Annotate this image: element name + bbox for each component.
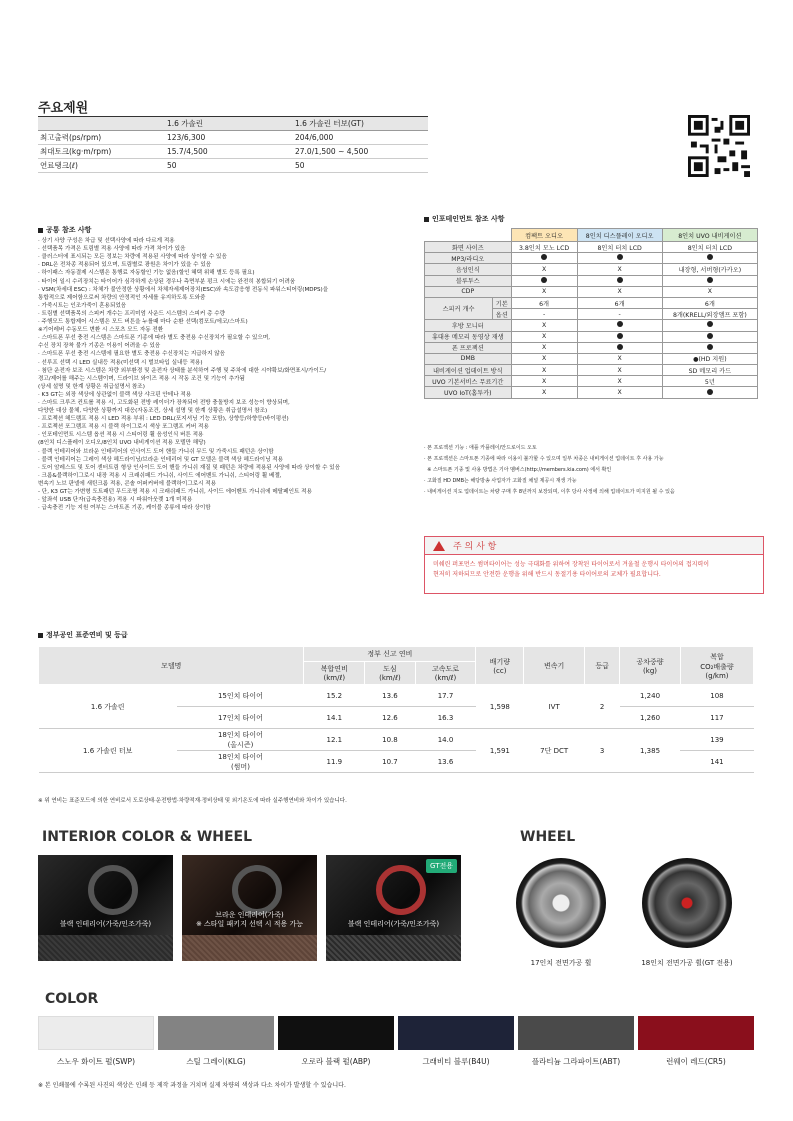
filled-dot-icon xyxy=(707,254,713,260)
color-label: 스노우 화이트 펄(SWP) xyxy=(56,1057,136,1066)
note-line: · 선루프 선택 시 LED 실내등 적용(미선택 시 벌브타입 실내등 적용) xyxy=(38,359,203,366)
filled-dot-icon xyxy=(617,277,623,283)
info-row: 블루투스 xyxy=(425,275,758,286)
note-line: · VSM(차세대 ESC) : 차체가 불안정한 상황에서 차체자세제어장치(ESC)와 속도감응형 전동식 파워스티어링(MDPS)을 xyxy=(38,286,329,293)
fuel-row: 1.6 가솔린 15인치 타이어 15.2 13.6 17.7 1,598 IVT 2 1,240 108 xyxy=(39,685,754,707)
color-label: 플라티늄 그라파이트(ABT) xyxy=(531,1057,621,1066)
note-line: · 스마트폰 무선 충전 시스템에 필요한 별도 충전용 수신장치는 지급하지 않음 xyxy=(38,351,226,358)
filled-dot-icon xyxy=(707,277,713,283)
filled-dot-icon xyxy=(617,344,623,350)
info-note-line: ※ 스마트폰 기종 및 사용 방법은 기아 멤버스(http://members.kia.com) 에서 확인 xyxy=(424,467,612,473)
info-row: DMB X X ●(HD 지원) xyxy=(425,353,758,364)
col-compact-audio: 컴팩트 오디오 xyxy=(511,229,577,242)
info-row: 화면 사이즈 3.8인치 모노 LCD 8인치 터치 LCD 8인치 터치 LCD xyxy=(425,242,758,253)
common-notes xyxy=(38,226,408,512)
interior-title: INTERIOR COLOR & WHEEL xyxy=(42,829,253,845)
fuel-row: 17인치 타이어 14.1 12.6 16.3 1,260 117 xyxy=(39,707,754,729)
info-note-line: · 고화질 HD DMB는 해당방송 사업자가 고화질 채널 제공시 재생 가능 xyxy=(424,478,577,484)
info-row: UVO IoT(홈투카) X X xyxy=(425,387,758,398)
note-line: · 블랙 인테리어는 그레이 색상 헤드라이닝/브라운 인테리어 및 GT 모델은 블랙 색상 헤드라이닝 적용 xyxy=(38,456,284,463)
gt-badge: GT전용 xyxy=(426,859,457,873)
note-line: · 가죽시트는 인조가죽이 혼용되었음 xyxy=(38,302,127,309)
fuel-row: 18인치 타이어 (썸머) 11.9 10.7 13.6 141 xyxy=(39,751,754,773)
info-row: UVO 기본서비스 무료기간 X X 5년 xyxy=(425,376,758,387)
interior-black[interactable]: 블랙 인테리어(가죽/인조가죽) xyxy=(38,855,173,961)
fuel-note: ※ 위 연비는 표준모드에 의한 연비로서 도로상태·운전방법·차량적재·정비상태 및 외기온도에 따라 실주행연비와 차이가 있습니다. xyxy=(38,798,347,804)
note-line: · 스마트 크루즈 컨트롤 적용 시, 고도화된 전방 레이더가 장착되어 전방 충돌방지 보조 성능이 향상되며, xyxy=(38,399,290,406)
info-row: 후방 모니터 X xyxy=(425,320,758,331)
note-line: · 하이패스 자동결제 시스템은 통행료 자동할인 기능 없음(할인 혜택 위해 별도 등록 필요) xyxy=(38,270,255,277)
filled-dot-icon xyxy=(617,321,623,327)
note-line: 다양한 대상 물체, 다양한 상황까지 대응(자동조건, 상세 설명 및 한계 상황은 취급설명서 참조) xyxy=(38,408,268,415)
info-row: MP3/라디오 xyxy=(425,253,758,264)
color-swatch[interactable] xyxy=(38,1016,154,1067)
note-line: · 트림별 선택품목의 스피커 개수는 프리미엄 사운드 시스템의 스피커 총 수량 xyxy=(38,310,226,317)
note-line: · 타이어 일시 수리장치는 타이어가 심각하게 손상된 경우나 측면부분 펑크 시에는 완전히 봉합되기 어려움 xyxy=(38,278,296,285)
info-row: 옵션 - - 8개(KRELL/외장앰프 포함) xyxy=(425,309,758,320)
note-line: · 선택품목 가격은 트림별 적용 사양에 따라 가격 차이가 있음 xyxy=(38,246,186,253)
note-line: · 앞좌석 USB 단자(급속충전용) 적용 시 파워아웃렛 1개 미적용 xyxy=(38,497,193,504)
spec-table: 1.6 가솔린 1.6 가솔린 터보(GT) 최고출력(ps/rpm) 123/6,300 204/6,000 최대토크(kg·m/rpm) 15.7/4,500 27.0/1,500 ~ 4,500 연료탱크(ℓ) 50 50 xyxy=(38,116,428,173)
info-note-line: · 내비게이션 지도 업데이트는 차량 구매 후 8년까지 보장되며, 이후 당사 사정에 의해 업데이트가 미지원 될 수 있음 xyxy=(424,489,675,495)
filled-dot-icon xyxy=(617,333,623,339)
color-label: 스틸 그레이(KLG) xyxy=(186,1057,246,1066)
filled-dot-icon xyxy=(541,254,547,260)
color-label: 그래비티 블루(B4U) xyxy=(422,1057,490,1066)
note-line: ※기어레버 수동모드 변환 시 스포츠 모드 자동 전환 xyxy=(38,327,164,334)
color-swatch[interactable] xyxy=(278,1016,394,1067)
note-line: · 첨단 운전자 보조 시스템은 차량 외부환경 및 운전자 상태를 분석하여 주행 및 주차에 대한 시야확보/화면표시/가이드/ xyxy=(38,367,327,374)
note-line: · 스마트폰 무선 충전 시스템은 스마트폰 기종에 따라 별도 충전용 수신장치가 필요할 수 있으며, xyxy=(38,335,271,342)
notes-title: 공통 참조 사항 xyxy=(46,226,92,234)
info-row: CDP X X X xyxy=(425,286,758,297)
color-swatch[interactable] xyxy=(158,1016,274,1067)
color-swatch[interactable] xyxy=(398,1016,514,1067)
filled-dot-icon xyxy=(707,344,713,350)
infotainment-table xyxy=(424,228,758,399)
spec-row: 최고출력(ps/rpm) 123/6,300 204/6,000 xyxy=(38,131,428,145)
color-title: COLOR xyxy=(45,991,99,1007)
color-swatch[interactable] xyxy=(518,1016,634,1067)
warning-box: 주 의 사 항 미쉐린 퍼포먼스 썸머타이어는 성능 극대화를 위하여 장착된 타이어로서 겨울철 운행시 타이어의 접지력이 현저히 저하되므로 안전한 운행을 위해 반드시 동절기용 타이어로의 교체가 필요합니다. xyxy=(424,536,764,594)
note-line: · 상기 사양 구성은 차급 및 선택사양에 따라 다르게 적용 xyxy=(38,238,175,245)
info-note-line: · 폰 프로젝션은 스마트폰 기종에 따라 이용이 불가할 수 있으며 일부 차종은 내비게이션 업데이트 후 사용 가능 xyxy=(424,456,664,462)
note-line: · 크롬&블랙하이그로시 내장 적용 시 크래쉬패드 가니쉬, 사이드 에어벤트 가니쉬, 스티어링 휠 베젤, xyxy=(38,472,282,479)
info-title: 인포테인먼트 참조 사항 xyxy=(424,214,505,224)
qr-code[interactable] xyxy=(688,115,750,177)
fuel-title: 정부공인 표준연비 및 등급 xyxy=(38,630,128,640)
note-line: · 프로젝션 헤드램프 적용 시 LED 적용 부위 : LED DRL(포지셔닝 기능 포함), 상향등/하향등(바이펑션) xyxy=(38,416,289,423)
note-line: (상세 설명 및 한계 상황은 취급설명서 참조) xyxy=(38,383,145,390)
note-line: · 주행모드 통합제어 시스템은 모드 버튼을 누를때 마다 순환 선택(컴포트/에코/스마트) xyxy=(38,319,248,326)
info-note-line: · 폰 프로젝션 기능 : 애플 카플레이/안드로이드 오토 xyxy=(424,445,537,451)
col-display-audio: 8인치 디스플레이 오디오 xyxy=(577,229,662,242)
note-line: · 클러스터에 표시되는 모든 정보는 차량에 적용된 사양에 따라 상이할 수 있음 xyxy=(38,254,227,261)
note-line: (8인치 디스플레이 오디오/8인치 UVO 내비게이션 적용 모델만 해당) xyxy=(38,440,206,447)
note-line: · 블랙 인테리어와 브라운 인테리어의 인사이드 도어 핸들 가니쉬 무드 및 가죽시트 패턴은 상이함 xyxy=(38,448,274,455)
info-notes xyxy=(424,443,764,498)
note-line: 변속기 노브 판넬에 새틴크롬 적용, 콘솔 어퍼커버에 블랙하이그로시 적용 xyxy=(38,480,217,487)
spec-row: 연료탱크(ℓ) 50 50 xyxy=(38,159,428,173)
wheel-17[interactable]: 17인치 전면가공 휠 xyxy=(516,858,606,968)
info-row: 폰 프로젝션 X xyxy=(425,342,758,353)
color-label: 오로라 블랙 펄(ABP) xyxy=(301,1057,371,1066)
warning-icon xyxy=(433,541,445,551)
interior-gt[interactable]: GT전용 블랙 인테리어(가죽/인조가죽) xyxy=(326,855,461,961)
info-row: 내비게이션 업데이트 방식 X X SD 메모리 카드 xyxy=(425,365,758,376)
info-row: 스피커 개수 기본 6개 6개 6개 xyxy=(425,297,758,308)
note-line: · 프로젝션 포그램프 적용 시 블랙 하이그로시 색상 포그램프 커버 적용 xyxy=(38,424,209,431)
note-line: · 도어 암레스트 및 도어 센터트림 형상 인사이드 도어 핸들 가니쉬 재질 및 패턴은 차량에 적용된 사양에 따라 상이할 수 있음 xyxy=(38,464,341,471)
note-line: · K3 GT는 외장 색상에 상관없이 블랙 색상 샤크핀 안테나 적용 xyxy=(38,391,192,398)
note-line: · 인포테인먼트 시스템 옵션 적용 시 스티어링 휠 음성인식 버튼 적용 xyxy=(38,432,204,439)
wheel-title: WHEEL xyxy=(520,829,576,845)
info-row: 음성인식 X X 내장형, 서버형(카카오) xyxy=(425,264,758,275)
interior-brown[interactable]: 브라운 인테리어(가죽) ※ 스타일 패키지 선택 시 적용 가능 xyxy=(182,855,317,961)
color-swatch[interactable] xyxy=(638,1016,754,1067)
fuel-row: 1.6 가솔린 터보 18인치 타이어 (올시즌) 12.1 10.8 14.0 1,591 7단 DCT 3 1,385 139 xyxy=(39,729,754,751)
note-line: 경고/제어를 해주는 시스템이며, 드라이브 와이즈 적용 시 작동 조건 및 기능이 추가됨 xyxy=(38,375,245,382)
filled-dot-icon xyxy=(617,254,623,260)
color-label: 런웨이 레드(CR5) xyxy=(666,1057,726,1066)
spec-title: 주요제원 xyxy=(38,101,89,116)
col-uvo-navi: 8인치 UVO 내비게이션 xyxy=(662,229,757,242)
note-line: 통합적으로 제어함으로써 차량의 안정적인 자세를 유지하도록 도와줌 xyxy=(38,294,206,301)
note-line: · DRL은 전차종 적용되어 있으며, 트림별로 광원은 차이가 있을 수 있음 xyxy=(38,262,212,269)
filled-dot-icon xyxy=(707,389,713,395)
info-row: 휴대용 메모리 동영상 재생 X xyxy=(425,331,758,342)
note-line: · 급속충전 기능 지원 여부는 스마트폰 기종, 케이블 종류에 따라 상이함 xyxy=(38,505,211,512)
warning-title: 주 의 사 항 xyxy=(453,542,497,552)
footer-note: ※ 본 인쇄물에 수록된 사진의 색상은 인쇄 등 제작 과정을 거치며 실제 차량의 색상과 다소 차이가 발생할 수 있습니다. xyxy=(38,1082,346,1089)
wheel-18-gt[interactable]: 18인치 전면가공 휠(GT 전용) xyxy=(632,858,742,968)
filled-dot-icon xyxy=(707,321,713,327)
spec-row: 최대토크(kg·m/rpm) 15.7/4,500 27.0/1,500 ~ 4,500 xyxy=(38,145,428,159)
note-line: - 단, K3 GT는 가변형 도트패턴 무드조명 적용 시 크래쉬패드 가니쉬, 사이드 에어벤트 가니쉬에 메탈페인트 적용 xyxy=(38,489,312,495)
filled-dot-icon xyxy=(707,333,713,339)
note-line: 수신 장치 장착 불가 기종은 이용이 어려울 수 있음 xyxy=(38,343,161,350)
filled-dot-icon xyxy=(541,277,547,283)
fuel-table: 모델명 정부 신고 연비 배기량 (cc) 변속기 등급 공차중량 (kg) 복합 CO₂배출량 (g/km) 복합연비 (km/ℓ) 도심 (km/ℓ) 고속도로 (km/ℓ) 1.6 가솔린 15인치 타이어 15.2 13.6 17.7 1,598 IVT 2 1,240 108 17인치 타이어 14.1 12.6 16.3 1,260 117 1.6 가솔린 터보 18인치 타이어 (올시즌) 12.1 10.8 14.0 1,591 7단 DCT 3 1,385 139 18인치 타이어 (썸머) 11.9 10.7 13.6 141 xyxy=(38,646,754,773)
